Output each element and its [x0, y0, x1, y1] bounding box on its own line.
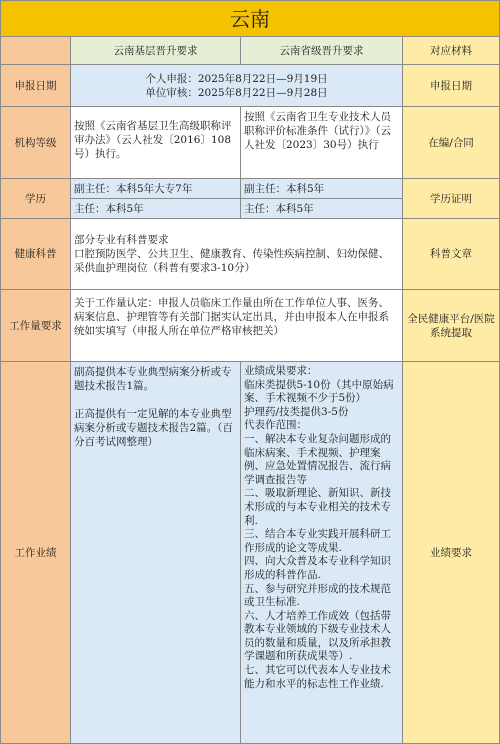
- education-basic-chief: 主任：本科5年: [70, 198, 241, 219]
- row-label-institution: 机构等级: [0, 106, 71, 179]
- row-label-apply-date: 申报日期: [0, 64, 71, 107]
- header-corner: [0, 36, 71, 65]
- header-basic-requirements: 云南基层晋升要求: [70, 36, 241, 65]
- row-label-health-science: 健康科普: [0, 218, 71, 290]
- institution-material: 在编/合同: [402, 106, 500, 179]
- header-province-requirements: 云南省级晋升要求: [240, 36, 403, 65]
- institution-province: 按照《云南省卫生专业技术人员职称评价标准条件（试行）》（云人社发〔2023〕30号）执行: [240, 106, 403, 179]
- apply-date-material: 申报日期: [402, 64, 500, 107]
- row-label-workload: 工作量要求: [0, 289, 71, 362]
- education-basic-deputy: 副主任：本科5年大专7年: [70, 178, 241, 199]
- institution-basic: 按照《云南省基层卫生高级职称评审办法》（云人社发〔2016〕108号）执行。: [70, 106, 241, 179]
- education-province-deputy: 副主任：本科5年: [240, 178, 403, 199]
- row-label-performance: 工作业绩: [0, 361, 71, 744]
- performance-basic: 副高提供本专业典型病案分析或专题技术报告1篇。 正高提供有一定见解的本专业典型病案分析或专题技术报告2篇。（百分百考试网整理）: [70, 361, 241, 744]
- health-science-content: 部分专业有科普要求 口腔预防医学、公共卫生、健康教育、传染性疾病控制、妇幼保健、采供血护理岗位（科普有要求3-10分）: [70, 218, 403, 290]
- performance-material: 业绩要求: [402, 361, 500, 744]
- row-label-education: 学历: [0, 178, 71, 219]
- education-province-chief: 主任：本科5年: [240, 198, 403, 219]
- education-material: 学历证明: [402, 178, 500, 219]
- apply-date-content: 个人申报：2025年8月22日—9月19日 单位审核：2025年8月22日—9月28日: [70, 64, 403, 107]
- header-materials: 对应材料: [402, 36, 500, 65]
- workload-material: 全民健康平台/医院系统提取: [402, 289, 500, 362]
- table-title: 云南: [0, 0, 500, 37]
- health-science-material: 科普文章: [402, 218, 500, 290]
- workload-content: 关于工作量认定：申报人员临床工作量由所在工作单位人事、医务、病案信息、护理管等有关部门据实认定出具，并由申报本人在申报系统如实填写（申报人所在单位严格审核把关）: [70, 289, 403, 362]
- performance-province: 业绩成果要求： 临床类提供5-10份（其中原始病案、手术视频不少于5份） 护理药/技类提供3-5份 代表作范围： 一、解决本专业复杂问题形成的临床病案、手术视频、护理案例、应急处置情况报告、流行病学调查报告等 二、吸取新理论、新知识、新技术形成的与本专业相关的技术专利. 三、结合本专业实践开展科研工作形成的论文等成果. 四、向大众普及本专业科学知识形成的科普作品. 五、参与研究并形成的技术规范或卫生标准. 六、人才培养工作成效（包括带教本专业领域的下级专业技术人员的数量和质量，以及所承担教学课题和所获成果等）. 七、其它可以代表本人专业技术能力和水平的标志性工作业绩.: [240, 361, 403, 744]
